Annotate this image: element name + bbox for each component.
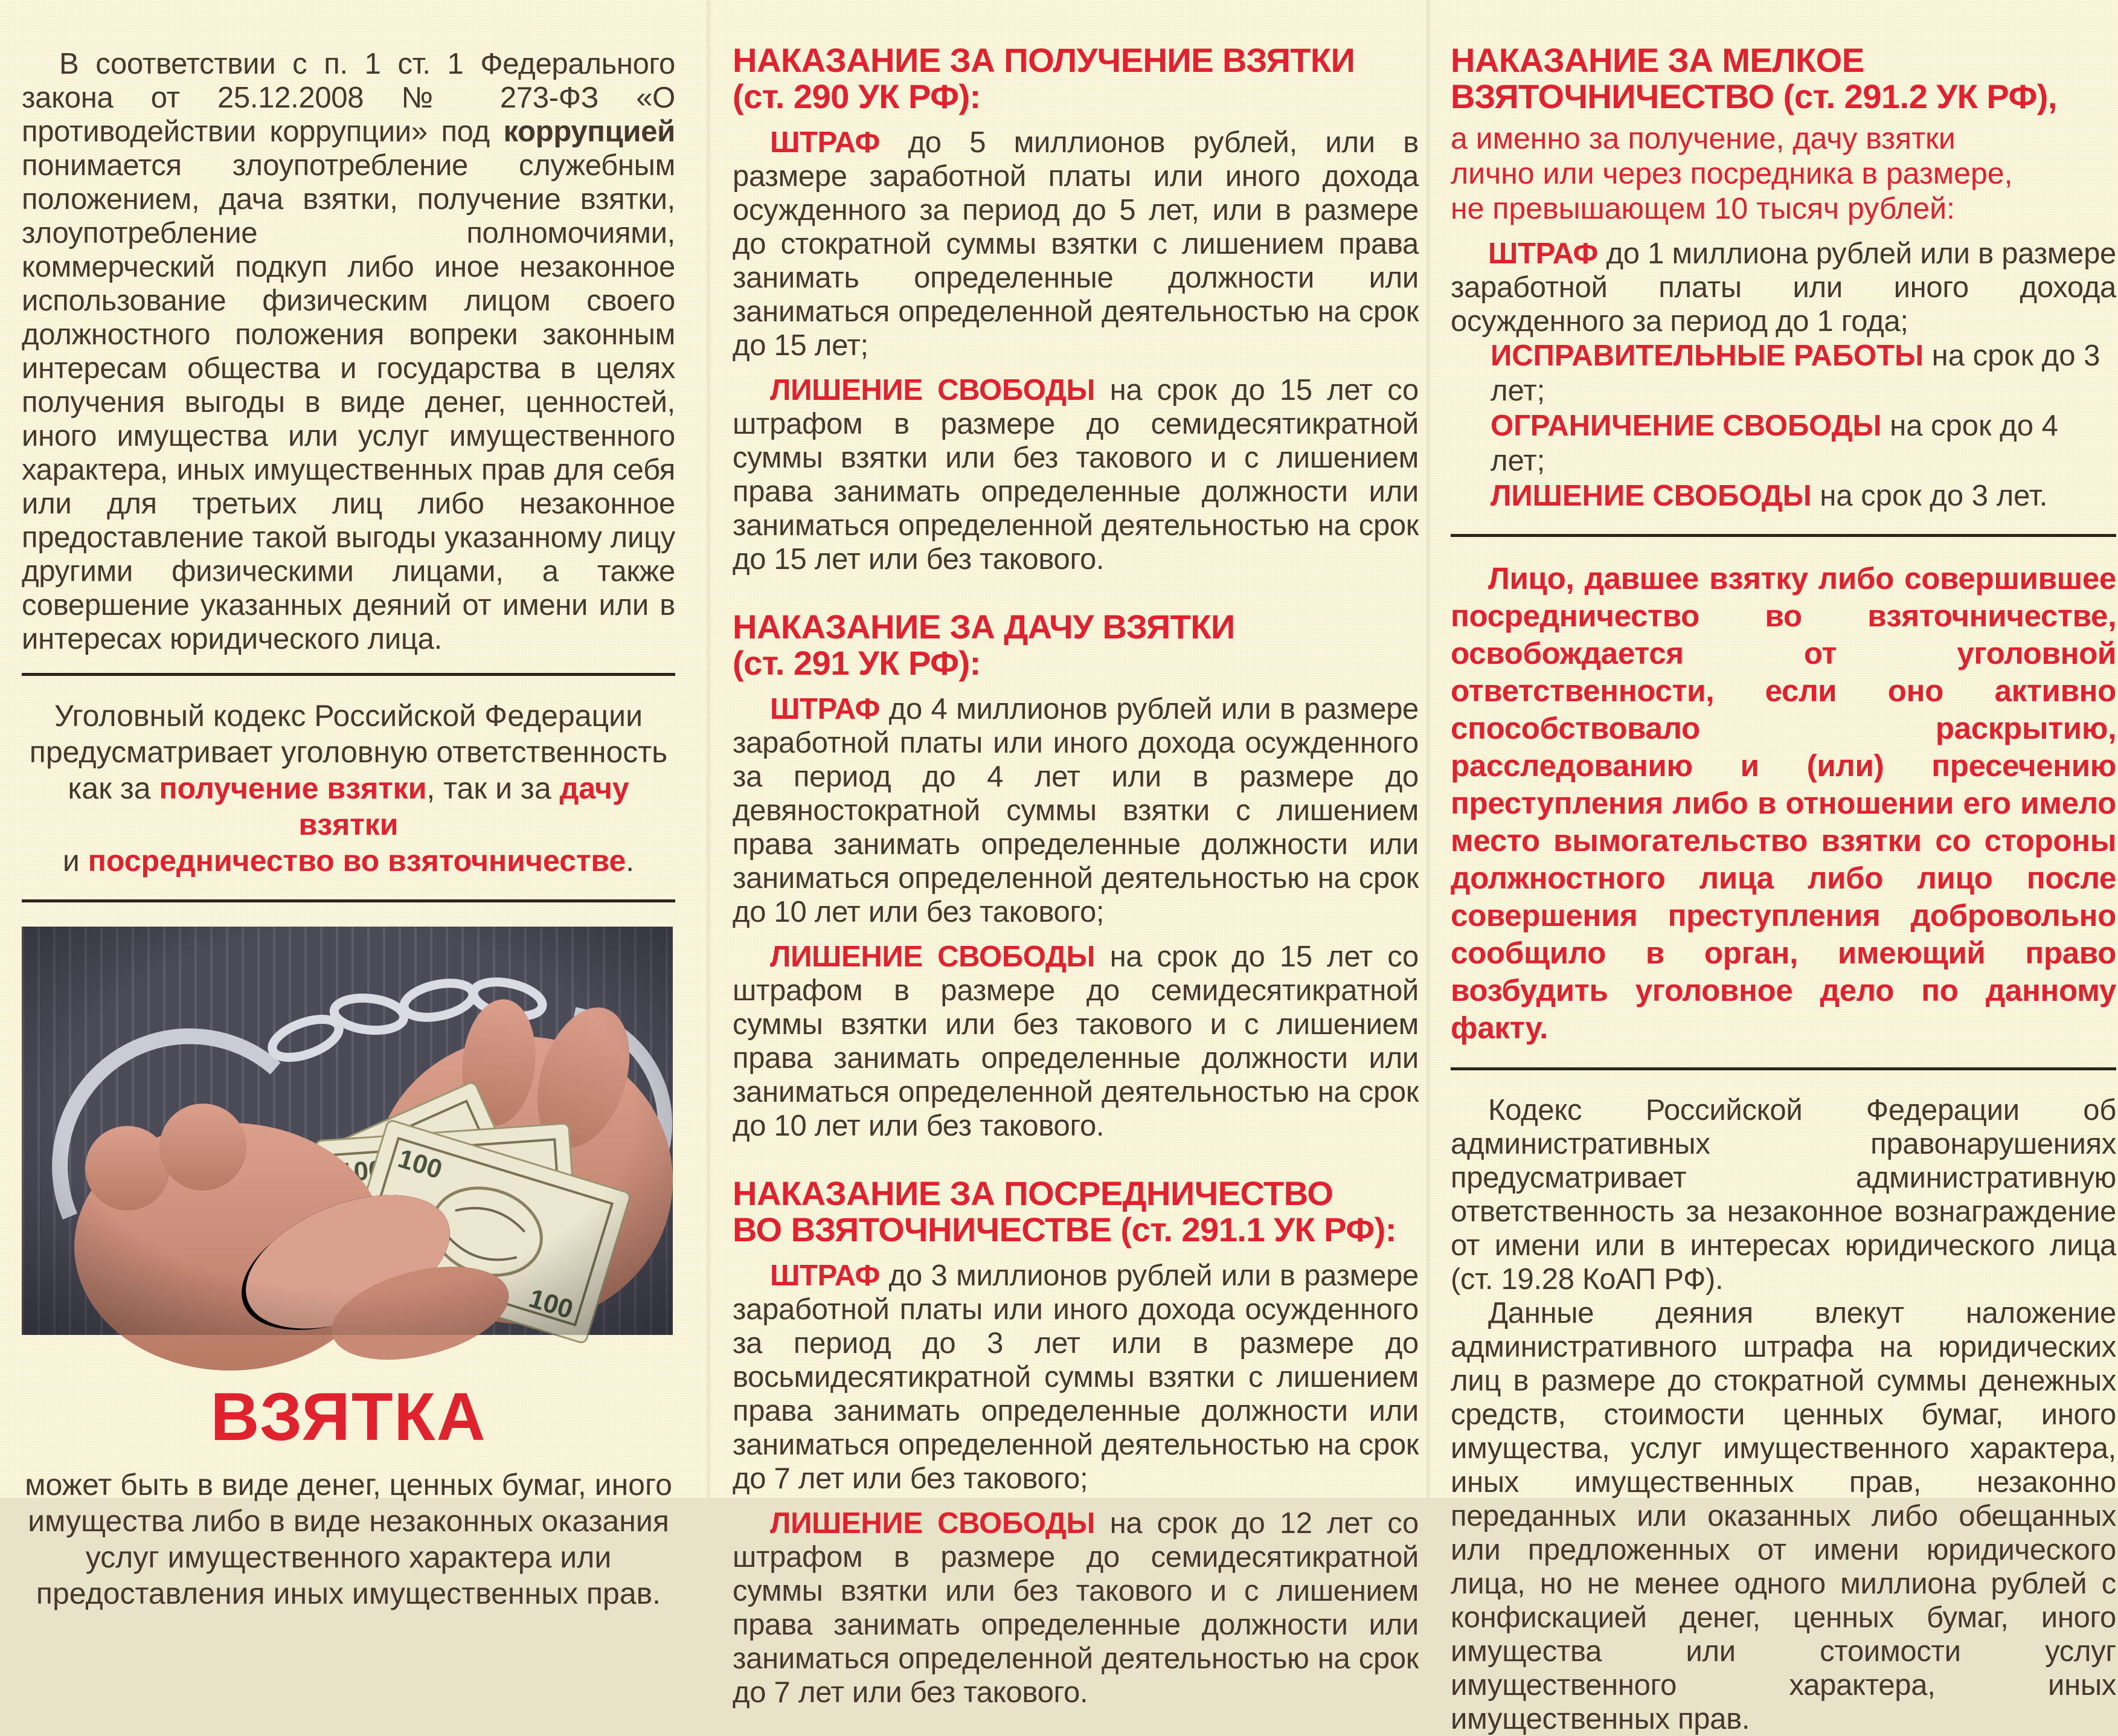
- intro-text-pre: В соответствии с п. 1 ст. 1 Федерального закона от 25.12.2008 № 273-ФЗ «О противодействии коррупции» под: [22, 48, 675, 148]
- punishment-fine: ШТРАФ до 1 миллиона рублей или в размере заработной платы или иного дохода осужденного за период до 1 года;: [1451, 237, 2116, 338]
- section-heading-petty-bribery: НАКАЗАНИЕ ЗА МЕЛКОЕ ВЗЯТОЧНИЧЕСТВО (ст. 291.2 УК РФ),: [1451, 41, 2057, 115]
- fine-label: ШТРАФ: [770, 126, 881, 159]
- punishment-fine: ШТРАФ до 4 миллионов рублей или в размере заработной платы или иного дохода осужденного за период до 4 лет или в размере до девяностократной суммы взятки с лишением права занимать определенные должности или заниматься определенной деятельностью на срок до 10 лет или без такового;: [733, 693, 1419, 928]
- section-heading-mediation: НАКАЗАНИЕ ЗА ПОСРЕДНИЧЕСТВО ВО ВЗЯТОЧНИЧЕСТВЕ (ст. 291.1 УК РФ):: [733, 1174, 1396, 1249]
- intro-keyword-corruption: коррупцией: [503, 115, 675, 148]
- section-heading-receiving-bribe: НАКАЗАНИЕ ЗА ПОЛУЧЕНИЕ ВЗЯТКИ (ст. 290 УК РФ):: [733, 41, 1355, 115]
- koap-paragraph: Данные деяния влекут наложение административного штрафа на юридических лиц в размере до стократной суммы денежных средств, стоимости ценных бумаг, иного имущества, услуг имущественного характера, иных имущественных прав, незаконно переданных или оказанных либо обещанных или предложенных от имени юридического лица, но не менее одного миллиона рублей с конфискацией денег, ценных бумаг, иного имущества или стоимости услуг имущественного характера, иных имущественных прав.: [1451, 1297, 2116, 1735]
- fine-label: ШТРАФ: [1488, 237, 1599, 270]
- imprisonment-label: ЛИШЕНИЕ СВОБОДЫ: [1491, 480, 1812, 512]
- column-middle: [733, 0, 1419, 1709]
- fine-label: ШТРАФ: [770, 1259, 881, 1292]
- criminal-code-line: и посредничество во взяточничестве.: [62, 844, 635, 878]
- fold-crease-left: [705, 0, 711, 1498]
- photo-illustration: [22, 927, 673, 1335]
- highlight-receiving-bribe: получение взятки: [159, 771, 427, 805]
- column-left: [22, 0, 675, 1612]
- punishment-corrective-works: ИСПРАВИТЕЛЬНЫЕ РАБОТЫ на срок до 3 лет;: [1491, 339, 2100, 407]
- bribe-definition: может быть в виде денег, ценных бумаг, иного имущества либо в виде незаконных оказания услуг имущественного характера или предоставления иных имущественных прав.: [25, 1468, 672, 1610]
- criminal-code-line: Уголовный кодекс Российской Федерации: [54, 699, 643, 733]
- highlight-giving-bribe: дачу взятки: [298, 771, 629, 841]
- divider: [1451, 534, 2116, 537]
- photo-handcuffed-hands-money: [22, 927, 673, 1335]
- bribe-title: ВЗЯТКА: [210, 1379, 487, 1455]
- punishment-fine: ШТРАФ до 5 миллионов рублей, или в размере заработной платы или иного дохода осужденного за период до 5 лет, или в размере до стократной суммы взятки с лишением права занимать определенные должности или заниматься определенной деятельностью на срок до 15 лет;: [733, 126, 1419, 362]
- divider: [22, 673, 675, 676]
- punishment-imprisonment: ЛИШЕНИЕ СВОБОДЫ на срок до 3 лет.: [1491, 480, 2048, 512]
- corrective-works-label: ИСПРАВИТЕЛЬНЫЕ РАБОТЫ: [1491, 339, 1924, 372]
- koap-paragraph: Кодекс Российской Федерации об административных правонарушениях предусматривает административную ответственность за незаконное вознаграждение от имени или в интересах юридического лица (ст. 19.28 КоАП РФ).: [1451, 1094, 2116, 1296]
- intro-text-post: понимается злоупотребление служебным положением, дача взятки, получение взятки, злоупотребление полномочиями, коммерческий подкуп либо иное незаконное использование физическим лицом своего должностного положения вопреки законным интересам общества и государства в целях получения выгоды в виде денег, ценностей, иного имущества или услуг имущественного характера, иных имущественных прав для себя или для третьих лиц либо незаконное предоставление такой выгоды указанному лицу другими физическими лицами, а также совершение указанных деяний от имени или в интересах юридического лица.: [22, 149, 675, 655]
- fold-crease-right: [1425, 0, 1431, 1498]
- criminal-code-note: [22, 698, 675, 879]
- punishment-imprisonment: ЛИШЕНИЕ СВОБОДЫ на срок до 15 лет со штрафом в размере до семидесятикратной суммы взятки или без такового и с лишением права занимать определенные должности или заниматься определенной деятельностью на срок до 15 лет или без такового.: [733, 374, 1419, 576]
- intro-paragraph: [22, 47, 675, 656]
- criminal-code-line: предусматривает уголовную ответственность: [29, 735, 668, 769]
- divider: [1451, 1067, 2116, 1070]
- liability-exemption-note: Лицо, давшее взятку либо совершившее посредничество во взяточничестве, освобождается от уголовной ответственности, если оно активно способствовало раскрытию, расследованию и (или) пресечению преступления либо в отношении его имело место вымогательство взятки со стороны должностного лица либо лицо после совершения преступления добровольно сообщило в орган, имеющий право возбудить уголовное дело по данному факту.: [1451, 561, 2116, 1045]
- column-right: [1451, 0, 2116, 1736]
- restriction-label: ОГРАНИЧЕНИЕ СВОБОДЫ: [1491, 410, 1882, 442]
- imprisonment-label: ЛИШЕНИЕ СВОБОДЫ: [770, 1507, 1096, 1540]
- criminal-code-line: как за получение взятки, так и за дачу взятки: [68, 771, 629, 841]
- imprisonment-label: ЛИШЕНИЕ СВОБОДЫ: [770, 940, 1096, 973]
- highlight-mediation: посредничество во взяточничестве: [88, 844, 626, 878]
- petty-bribery-subtitle: а именно за получение, дачу взятки лично или через посредника в размере, не превышающем 10 тысяч рублей:: [1451, 121, 2013, 225]
- punishment-imprisonment: ЛИШЕНИЕ СВОБОДЫ на срок до 12 лет со штрафом в размере до семидесятикратной суммы взятки или без такового и с лишением права занимать определенные должности или заниматься определенной деятельностью на срок до 7 лет или без такового.: [733, 1507, 1419, 1709]
- punishment-fine: ШТРАФ до 3 миллионов рублей или в размере заработной платы или иного дохода осужденного за период до 3 лет или в размере до восьмидесятикратной суммы взятки с лишением права занимать определенные должности или заниматься определенной деятельностью на срок до 7 лет или без такового;: [733, 1259, 1419, 1495]
- divider: [22, 899, 675, 902]
- imprisonment-label: ЛИШЕНИЕ СВОБОДЫ: [770, 374, 1096, 407]
- section-heading-giving-bribe: НАКАЗАНИЕ ЗА ДАЧУ ВЗЯТКИ (ст. 291 УК РФ):: [733, 608, 1235, 682]
- punishment-restriction: ОГРАНИЧЕНИЕ СВОБОДЫ на срок до 4 лет;: [1491, 410, 2058, 477]
- fine-label: ШТРАФ: [770, 693, 881, 725]
- punishment-imprisonment: ЛИШЕНИЕ СВОБОДЫ на срок до 15 лет со штрафом в размере до семидесятикратной суммы взятки или без такового и с лишением права занимать определенные должности или заниматься определенной деятельностью на срок до 10 лет или без такового.: [733, 940, 1419, 1142]
